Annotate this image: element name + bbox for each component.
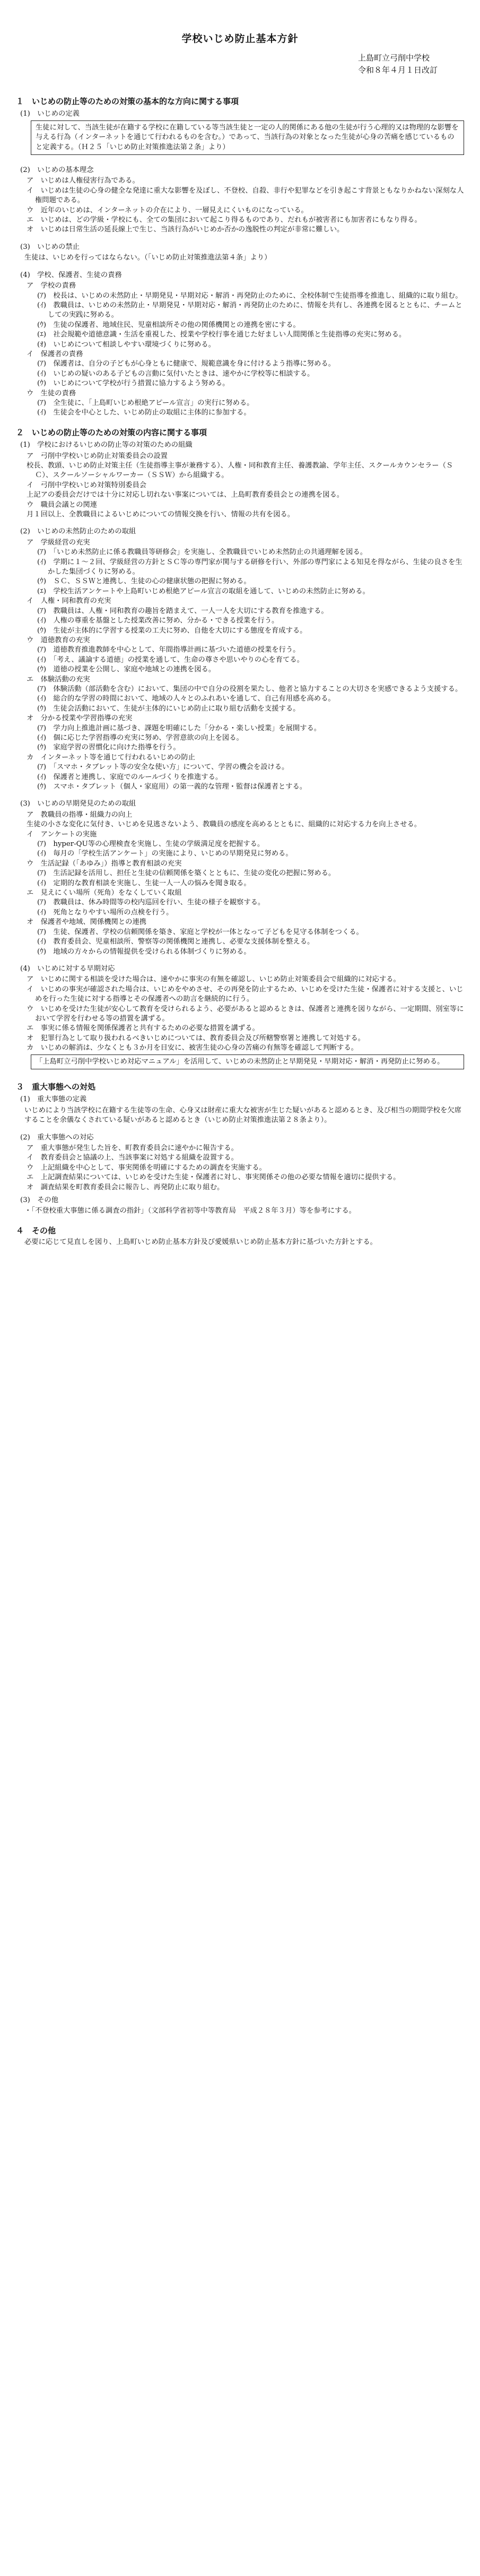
subsection-heading: (3) いじめの禁止 xyxy=(20,243,80,251)
list-item: 生徒の小さな変化に気付き、いじめを見逃さないよう、教職員の感度を高めるとともに、組織的に対応する力を向上させる。 xyxy=(27,820,422,829)
revision-date: 令和８年４月１日改訂 xyxy=(357,65,438,75)
list-item: オ 保護者や地域、関係機関との連携 xyxy=(27,918,147,927)
sub-list-item: (ｱ) 体験活動（部活動を含む）において、集団の中で自分の役割を果たし、他者と協力することの大切さを実感できるよう支援する。 xyxy=(37,685,462,693)
subsection-heading: (1) 学校におけるいじめの防止等の対策のための組織 xyxy=(20,441,193,449)
sub-list-item: (ｳ) スマホ・タブレット（個人・家庭用）の第一義的な管理・監督は保護者とする。 xyxy=(37,783,307,791)
subsection-heading: (4) 学校、保護者、生徒の責務 xyxy=(20,271,122,279)
sub-list-item: (ｱ) 保護者は、自分の子どもが心身ともに健康で、規範意識を身に付けるよう指導に努める。 xyxy=(37,360,335,368)
list-item: ア 弓削中学校いじめ防止対策委員会の設置 xyxy=(27,452,168,460)
sub-list-item: (ｱ) 学力向上推進計画に基づき、課題を明確にした「分かる・楽しい授業」を展開する。 xyxy=(37,724,321,732)
body-paragraph: ・「不登校重大事態に係る調査の指針」（文部科学省初等中等教育局 平成２８年３月）等を参考にする。 xyxy=(24,1207,356,1215)
sub-list-item: (ｲ) 総合的な学習の時間において、地域の人々とのふれあいを通して、自己有用感を高める。 xyxy=(37,695,335,703)
spacer xyxy=(16,158,464,162)
list-item: イ 教育委員会と協議の上、当該事案に対処する組織を設置する。 xyxy=(27,1154,238,1162)
list-item: イ アンケートの実施 xyxy=(27,830,97,839)
section-heading: １ いじめの防止等のための対策の基本的な方向に関する事項 xyxy=(16,97,239,106)
sub-list-item: (ｳ) 地域の方々からの情報提供を受けられる体制づくりに努める。 xyxy=(37,947,251,956)
subsection-heading: (1) 重大事態の定義 xyxy=(20,1095,87,1104)
sub-list-item: (ｱ) 道徳教育推進教師を中心として、年間指導計画に基づいた道徳の授業を行う。 xyxy=(37,646,300,654)
list-item: イ 弓削中学校いじめ対策特別委員会 xyxy=(27,481,147,489)
sub-list-item: (ｱ) hyper-QU等の心理検査を実施し、生徒の学級満足度を把握する。 xyxy=(37,840,265,849)
subsection-heading: (1) いじめの定義 xyxy=(20,110,80,118)
list-item: オ 犯罪行為として取り扱われるべきいじめについては、教育委員会及び所轄警察署と連携して対処する。 xyxy=(27,1034,365,1042)
list-item: ア 教職員の指導・組織力の向上 xyxy=(27,810,133,819)
definition-box: 生徒に対して、当該生徒が在籍する学校に在籍している等当該生徒と一定の人的関係にある他の生徒が行う心理的又は物理的な影響を与える行為（インターネットを通じて行われるものを含む。）であって、当該行為の対象となった生徒が心身の苦痛を感じているものと定義する。（Ｈ２５「いじめ防止対策推進法第２条」より） xyxy=(31,120,464,155)
list-item: ウ 職員会議との関連 xyxy=(27,500,97,509)
spacer xyxy=(16,235,464,239)
subsection-heading: (4) いじめに対する早期対応 xyxy=(20,964,115,973)
list-item: イ いじめは生徒の心身の健全な発達に重大な影響を及ぼし、不登校、自殺、非行や犯罪などを引き起こす背景ともなりかねない深刻な人権問題である。 xyxy=(27,186,464,205)
subsection-heading: (3) いじめの早期発見のための取組 xyxy=(20,800,136,808)
sub-list-item: (ｲ) 定期的な教育相談を実施し、生徒一人一人の悩みを聞き取る。 xyxy=(37,879,251,887)
list-item: ウ 生徒の責務 xyxy=(27,389,76,397)
list-item: ウ 上記組織を中心として、事実関係を明確にするための調査を実施する。 xyxy=(27,1163,266,1172)
list-item: イ 人権・同和教育の充実 xyxy=(27,597,111,606)
list-item: カ インターネット等を通じて行われるいじめの防止 xyxy=(27,753,195,762)
subsection-heading: (2) 重大事態への対応 xyxy=(20,1133,94,1142)
sub-list-item: (ｲ) 人権の尊重を基盤とした授業改善に努め、分かる・できる授業を行う。 xyxy=(37,617,279,625)
sub-list-item: (ｳ) ＳＣ、ＳＳＷと連携し、生徒の心の健康状態の把握に努める。 xyxy=(37,577,251,586)
spacer xyxy=(16,520,464,524)
school-name: 上島町立弓削中学校 xyxy=(357,53,430,63)
spacer xyxy=(16,957,464,961)
sub-list-item: (ｳ) 生徒会活動において、生徒が主体的にいじめ防止に取り組む活動を支援する。 xyxy=(37,704,300,713)
sub-list-item: (ｱ) 生徒、保護者、学校の信頼関係を築き、家庭と学校が一体となって子どもを見守る体制をつくる。 xyxy=(37,928,363,936)
list-item: エ 見えにくい場所（死角）をなくしていく取組 xyxy=(27,889,182,897)
list-item: ウ 近年のいじめは、インターネットの介在により、一層見えにくいものになっている。 xyxy=(27,206,308,214)
sub-list-item: (ｲ) 個に応じた学習指導の充実に努め、学習意欲の向上を図る。 xyxy=(37,733,243,742)
list-item: エ いじめは、どの学級・学校にも、全ての集団において起こり得るものであり、だれもが被害者にも加害者にもなり得る。 xyxy=(27,216,422,224)
list-item: ウ 生活記録（「あゆみ」）指導と教育相談の充実 xyxy=(27,859,182,868)
sub-list-item: (ｲ) 生徒会を中心とした、いじめ防止の取組に主体的に参加する。 xyxy=(37,409,251,417)
list-item: イ いじめの事実が確認された場合は、いじめをやめさせ、その再発を防止するため、いじめを受けた生徒・保護者に対する支援と、いじめを行った生徒に対する指導とその保護者への助言を継続的に行う。 xyxy=(27,985,464,1004)
spacer xyxy=(16,1216,464,1221)
list-item: ア いじめは人権侵害行為である。 xyxy=(27,177,139,185)
sub-list-item: (ｱ) 校長は、いじめの未然防止・早期発見・早期対応・解消・再発防止のために、全校体制で生徒指導を推進し、組織的に取り組む。 xyxy=(37,291,462,300)
document-title: 学校いじめ防止基本方針 xyxy=(181,33,299,45)
list-item: ア 学級経営の充実 xyxy=(27,538,90,547)
sub-list-item: (ｱ) 「スマホ・タブレット等の安全な使い方」について、学習の機会を設ける。 xyxy=(37,763,289,772)
list-item: オ いじめは日常生活の延長線上で生じ、当該行為がいじめか否かの逸脱性の判定が非常に難しい。 xyxy=(27,226,344,234)
document-header-info xyxy=(358,52,438,76)
list-item: エ 事実に係る情報を関係保護者と共有するための必要な措置を講ずる。 xyxy=(27,1024,259,1033)
body-paragraph: いじめにより当該学校に在籍する生徒等の生命、心身又は財産に重大な被害が生じた疑いがあると認めるとき、及び相当の期間学校を欠席することを余儀なくされている疑いがあると認めるとき（いじめ防止対策推進法第２８条より）。 xyxy=(24,1106,461,1125)
sub-list-item: (ｲ) いじめの疑いのある子どもの言動に気付いたときは、速やかに学校等に相談する。 xyxy=(37,369,315,378)
definition-box: 「上島町立弓削中学校いじめ対応マニュアル」を活用して、いじめの未然防止と早期発見・早期対応・解消・再発防止に努める。 xyxy=(31,1054,464,1069)
list-item: ア 重大事態が発生した旨を、町教育委員会に速やかに報告する。 xyxy=(27,1144,238,1152)
sub-list-item: (ｵ) いじめについて相談しやすい環境づくりに努める。 xyxy=(37,340,215,349)
spacer xyxy=(16,418,464,422)
sub-list-item: (ｴ) 学校生活アンケートや上島町いじめ根絶アピール宣言の取組を通して、いじめの未然防止に努める。 xyxy=(37,587,370,595)
body-paragraph: 必要に応じて見直しを図り、上島町いじめ防止基本方針及び愛媛県いじめ防止基本方針に基づいた方針とする。 xyxy=(24,1238,377,1247)
spacer xyxy=(16,1073,464,1077)
sub-list-item: (ｴ) 社会規範や道徳意識・生活を重視した、授業や学校行事を通じた好ましい人間関係と生徒指導の充実に努める。 xyxy=(37,331,406,339)
list-item: エ 上記調査結果については、いじめを受けた生徒・保護者に対し、事実関係その他の必要な情報を適切に提供する。 xyxy=(27,1173,400,1182)
list-item: 月１回以上、全教職員によるいじめについての情報交換を行い、情報の共有を図る。 xyxy=(27,511,295,519)
list-item: ウ 道徳教育の充実 xyxy=(27,636,90,644)
list-item: 上記アの委員会だけでは十分に対応し切れない事案については、上島町教育委員会との連携を図る。 xyxy=(27,491,344,499)
sub-list-item: (ｱ) 全生徒に、「上島町いじめ根絶アピール宣言」の実行に努める。 xyxy=(37,399,254,407)
subsection-heading: (2) いじめの未然防止のための取組 xyxy=(20,528,136,536)
spacer xyxy=(16,1126,464,1130)
body-paragraph: 生徒は、いじめを行ってはならない。（「いじめ防止対策推進法第４条」より） xyxy=(24,254,272,262)
list-item: カ いじめの解消は、少なくとも３か月を目安に、被害生徒の心身の苦痛の有無等を確認して判断する。 xyxy=(27,1044,358,1052)
list-item: ウ いじめを受けた生徒が安心して教育を受けられるよう、必要があると認めるときは、保護者と連携を図りながら、一定期間、別室等において学習を行わせる等の措置を講ずる。 xyxy=(27,1005,464,1023)
list-item: エ 体験活動の充実 xyxy=(27,675,90,684)
spacer xyxy=(16,263,464,267)
sub-list-item: (ｱ) 生活記録を活用し、担任と生徒の信頼関係を築くとともに、生徒の変化の把握に努める。 xyxy=(37,869,336,878)
sub-list-item: (ｱ) 「いじめ未然防止に係る教職員等研修会」を実施し、全教職員でいじめ未然防止の共通理解を図る。 xyxy=(37,548,368,557)
subsection-heading: (3) その他 xyxy=(20,1196,59,1205)
sub-list-item: (ｱ) 教職員は、人権・同和教育の趣旨を踏まえて、一人一人を大切にする教育を推進する。 xyxy=(37,607,328,615)
list-item: イ 保護者の責務 xyxy=(27,350,83,358)
sub-list-item: (ｲ) 学期に１～２回、学級経営の方針とＳＣ等の専門家が関与する研修を行い、外部の専門家による知見を得ながら、生徒の良さを生かした集団づくりに努める。 xyxy=(37,558,462,576)
section-heading: ２ いじめの防止等のための対策の内容に関する事項 xyxy=(16,427,207,437)
sub-list-item: (ｲ) 毎月の「学校生活アンケート」の実施により、いじめの早期発見に努める。 xyxy=(37,850,293,858)
document-body xyxy=(16,91,464,2554)
list-item: ア 学校の責務 xyxy=(27,282,76,290)
sub-list-item: (ｳ) 生徒が主体的に学習する授業の工夫に努め、自他を大切にする態度を育成する。 xyxy=(37,626,307,635)
list-item: 校長、教頭、いじめ防止対策主任（生徒指導主事が兼務する）、人権・同和教育主任、養護教諭、学年主任、スクールカウンセラー（ＳＣ）、スクールソーシャルワーカー（ＳＳＷ）から組織する。 xyxy=(27,462,453,480)
sub-list-item: (ｲ) 教育委員会、児童相談所、警察等の関係機関と連携し、必要な支援体制を整える。 xyxy=(37,938,315,946)
sub-list-item: (ｳ) いじめについて学校が行う措置に協力するよう努める。 xyxy=(37,379,230,388)
list-item: オ 調査結果を町教育委員会に報告し、再発防止に取り組む。 xyxy=(27,1183,224,1191)
sub-list-item: (ｳ) 道徳の授業を公開し、家庭や地域との連携を図る。 xyxy=(37,665,216,674)
section-heading: ３ 重大事態への対処 xyxy=(16,1082,96,1092)
spacer xyxy=(16,792,464,796)
list-item: オ 分かる授業や学習指導の充実 xyxy=(27,714,133,723)
list-item: ア いじめに関する相談を受けた場合は、速やかに事実の有無を確認し、いじめ防止対策委員会で組織的に対応する。 xyxy=(27,975,400,984)
sub-list-item: (ｳ) 家庭学習の習慣化に向けた指導を行う。 xyxy=(37,744,180,752)
sub-list-item: (ｲ) 教職員は、いじめの未然防止・早期発見・早期対応・解消・再発防止のために、情報を共有し、各連携を図るとともに、チームとしての実践に努める。 xyxy=(37,301,462,319)
sub-list-item: (ｲ) 保護者と連携し、家庭でのルールづくりを推進する。 xyxy=(37,773,223,781)
sub-list-item: (ｱ) 教職員は、休み時間等の校内巡回を行い、生徒の様子を観察する。 xyxy=(37,898,265,907)
sub-list-item: (ｲ) 「考え、議論する道徳」の授業を通して、生命の尊さや思いやりの心を育てる。 xyxy=(37,655,304,664)
sub-list-item: (ｲ) 死角となりやすい場所の点検を行う。 xyxy=(37,908,173,917)
subsection-heading: (2) いじめの基本理念 xyxy=(20,166,94,175)
section-heading: ４ その他 xyxy=(16,1225,56,1235)
sub-list-item: (ｳ) 生徒の保護者、地域住民、児童相談所その他の関係機関との連携を密にする。 xyxy=(37,321,300,329)
